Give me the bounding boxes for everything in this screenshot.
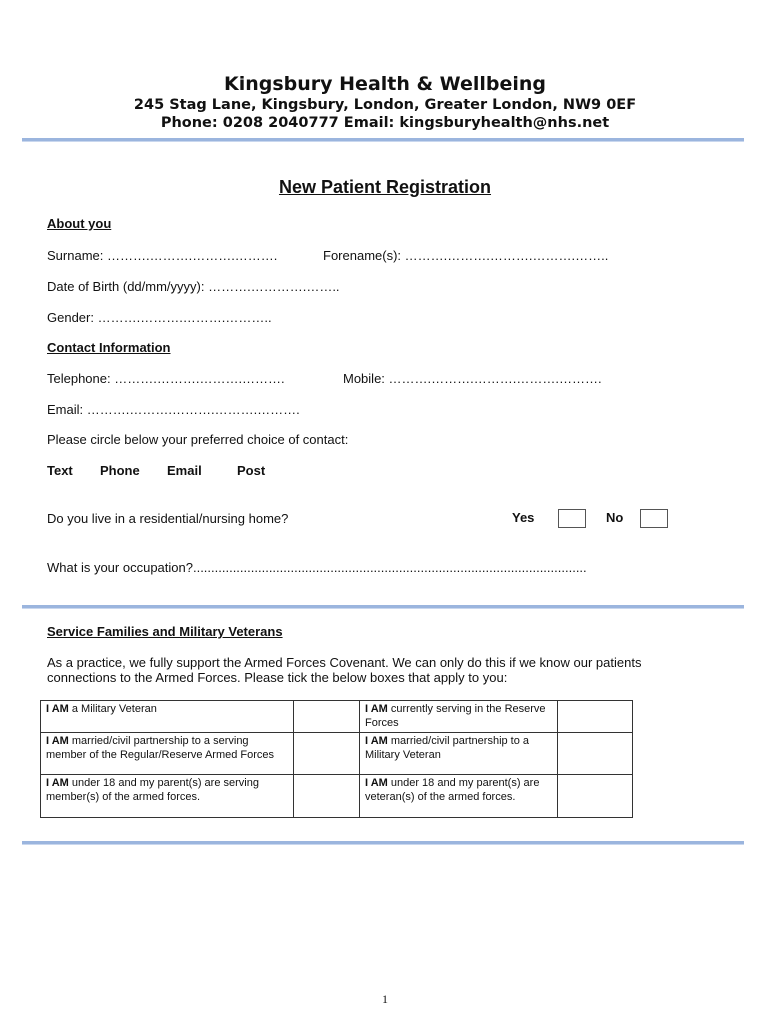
veterans-intro-line-1: As a practice, we fully support the Armed Forces Covenant. We can only do this if we know our patients xyxy=(47,655,642,670)
nursing-home-yes-label: Yes xyxy=(512,510,535,525)
preferred-contact-prompt: Please circle below your preferred choice of contact: xyxy=(47,432,349,447)
nursing-home-yes-checkbox[interactable] xyxy=(558,509,586,528)
veteran-option-cell xyxy=(41,733,294,775)
veteran-option-text: married/civil partnership to a serving member of the Regular/Reserve Armed Forces xyxy=(46,735,275,761)
surname-field[interactable]: Surname: ……….……….……….………. xyxy=(47,248,278,263)
date-of-birth-field[interactable]: Date of Birth (dd/mm/yyyy): ……….………….…….. xyxy=(47,279,340,294)
i-am-label: I AM xyxy=(365,735,388,747)
form-title: New Patient Registration xyxy=(278,177,492,197)
tick-box[interactable] xyxy=(294,775,360,818)
veteran-option-text: under 18 and my parent(s) are serving member(s) of the armed forces. xyxy=(46,777,259,803)
telephone-field[interactable]: Telephone: ……….……….……….………. xyxy=(47,371,285,386)
tick-box[interactable] xyxy=(558,701,633,733)
veteran-option-text: a Military Veteran xyxy=(68,703,157,715)
contact-option-post[interactable]: Post xyxy=(237,463,266,478)
table-row xyxy=(41,775,633,818)
tick-box[interactable] xyxy=(294,701,360,733)
veteran-option-cell xyxy=(360,701,558,733)
forename-field[interactable]: Forename(s): ……….……….……….……….…….. xyxy=(323,248,609,263)
tick-box[interactable] xyxy=(294,733,360,775)
page-number: 1 xyxy=(382,992,388,1006)
nursing-home-question: Do you live in a residential/nursing home? xyxy=(47,511,289,526)
tick-box[interactable] xyxy=(558,733,633,775)
veterans-intro-line-2: connections to the Armed Forces. Please tick the below boxes that apply to you: xyxy=(47,670,508,685)
contact-option-text[interactable]: Text xyxy=(47,463,73,478)
contact-option-phone[interactable]: Phone xyxy=(100,463,140,478)
mobile-field[interactable]: Mobile: ……….……….……….……….………. xyxy=(343,371,602,386)
table-row xyxy=(41,733,633,775)
i-am-label: I AM xyxy=(365,703,388,715)
practice-name: Kingsbury Health & Wellbeing xyxy=(223,73,547,95)
veteran-option-text: currently serving in the Reserve Forces xyxy=(365,703,546,729)
practice-contact-line: Phone: 0208 2040777 Email: kingsburyhealth@nhs.net xyxy=(160,115,610,131)
table-row xyxy=(41,701,633,733)
veteran-option-cell xyxy=(41,775,294,818)
footer-divider xyxy=(22,841,744,845)
section-divider xyxy=(22,605,744,609)
about-you-heading: About you xyxy=(47,216,112,231)
veteran-option-text: under 18 and my parent(s) are veteran(s) of the armed forces. xyxy=(365,777,540,803)
i-am-label: I AM xyxy=(365,777,388,789)
nursing-home-no-label: No xyxy=(606,510,624,525)
nursing-home-no-checkbox[interactable] xyxy=(640,509,668,528)
tick-box[interactable] xyxy=(558,775,633,818)
veteran-option-text: married/civil partnership to a Military Veteran xyxy=(365,735,530,761)
gender-field[interactable]: Gender: ……….……….……….……….. xyxy=(47,310,272,325)
i-am-label: I AM xyxy=(46,703,69,715)
veteran-option-cell xyxy=(360,775,558,818)
veterans-table xyxy=(40,700,633,818)
veteran-option-cell xyxy=(41,701,294,733)
veterans-heading: Service Families and Military Veterans xyxy=(47,624,283,639)
contact-information-heading: Contact Information xyxy=(47,340,171,355)
practice-address: 245 Stag Lane, Kingsbury, London, Greater London, NW9 0EF xyxy=(133,97,637,113)
header-divider xyxy=(22,138,744,142)
email-field[interactable]: Email: ……….……….……….……….………. xyxy=(47,402,300,417)
i-am-label: I AM xyxy=(46,735,69,747)
veteran-option-cell xyxy=(360,733,558,775)
occupation-field[interactable]: What is your occupation?............................................................................................................. xyxy=(47,560,587,575)
i-am-label: I AM xyxy=(46,777,69,789)
contact-option-email[interactable]: Email xyxy=(167,463,202,478)
